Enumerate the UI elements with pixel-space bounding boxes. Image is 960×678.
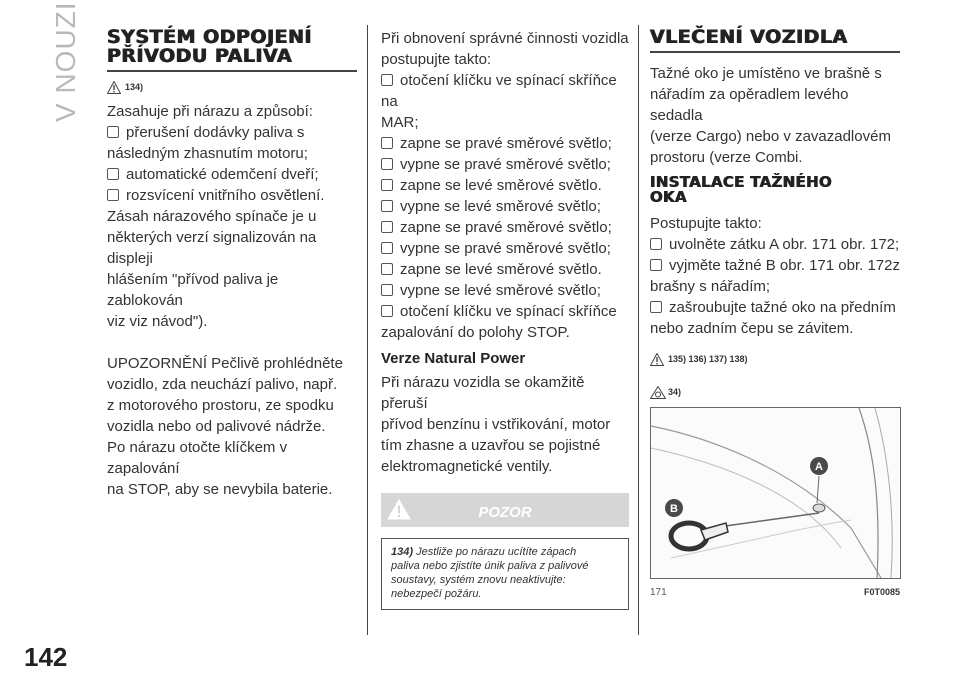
step-item: vypne se levé směrové světlo; [381, 280, 629, 301]
step-item: vyjměte tažné B obr. 171 obr. 172z [650, 255, 900, 276]
figure-code: F0T0085 [863, 587, 900, 597]
tow-eye-illustration [651, 408, 900, 578]
warning-triangle-icon [650, 353, 664, 366]
bullet-box-icon [650, 238, 662, 250]
paragraph-line: Při obnovení správné činnosti vozidla [381, 30, 629, 47]
warning-ref: 134) [107, 77, 357, 98]
warning-triangle-icon [107, 81, 121, 94]
bullet-item: přerušení dodávky paliva s [107, 122, 357, 143]
heading-fuel-cutoff: SYSTÉM ODPOJENÍ PŘÍVODU PALIVA [107, 26, 313, 67]
bullet-box-icon [381, 284, 393, 296]
heading-underline [107, 70, 357, 72]
column-towing [650, 28, 900, 603]
step-item: uvolněte zátku A obr. 171 obr. 172; [650, 234, 900, 255]
step-item: otočení klíčku ve spínací skříňce na [381, 72, 617, 110]
step-item: vypne se levé směrové světlo; [381, 196, 629, 217]
warning-note-line: soustavy, systém znovu neaktivujte: [391, 574, 566, 586]
paragraph-line: postupujte takto: [381, 51, 492, 68]
column-divider-2 [638, 25, 639, 635]
bullet-item: rozsvícení vnitřního osvětlení. [107, 185, 357, 206]
bullet-box-icon [650, 301, 662, 313]
bullet-box-icon [381, 74, 393, 86]
bullet-box-icon [381, 305, 393, 317]
paragraph-line: (verze Cargo) nebo v zavazadlovém [650, 128, 891, 145]
step-item: zašroubujte tažné oko na předním [650, 297, 900, 318]
tow-plug-cap [813, 504, 825, 512]
warning-note-line: paliva nebo zjistíte únik paliva z palivové [391, 560, 589, 572]
paragraph-line: nářadím za opěradlem levého sedadla [650, 86, 849, 124]
warning-note-box: 134) Jestliže po nárazu ucítíte zápach paliva nebo zjistíte únik paliva z palivové soustavy, systém znovu neaktivujte: nebezpečí požáru. [381, 538, 629, 610]
column-restore [381, 28, 629, 610]
step-item: zapne se pravé směrové světlo; [381, 217, 629, 238]
paragraph-line: viz viz návod"). [107, 313, 208, 330]
section-side-title: V NOUZI [50, 1, 81, 122]
step-item-cont: nebo zadním čepu se závitem. [650, 320, 854, 337]
marker-b-label: B [670, 503, 678, 515]
column-divider-1 [367, 25, 368, 635]
paragraph-line: vozidlo, zda neuchází palivo, např. [107, 376, 338, 393]
paragraph-line: Tažné oko je umístěno ve brašně s [650, 65, 882, 82]
subheading-natural-power: Verze Natural Power [381, 350, 526, 367]
bullet-box-icon [381, 179, 393, 191]
step-item: zapne se levé směrové světlo. [381, 175, 629, 196]
step-item: zapne se levé směrové světlo. [381, 259, 629, 280]
step-item-cont: zapalování do polohy STOP. [381, 324, 570, 341]
bullet-box-icon [381, 137, 393, 149]
bullet-box-icon [381, 242, 393, 254]
paragraph-line: přívod benzínu i vstřikování, motor [381, 416, 611, 433]
bullet-item: automatické odemčení dveří; [107, 164, 357, 185]
warning-note-number: 134) [391, 546, 414, 558]
paragraph-line: některých verzí signalizován na displeji [107, 229, 317, 267]
paragraph-line: Při nárazu vozidla se okamžitě přeruší [381, 374, 585, 412]
warning-note-line: nebezpečí požáru. [391, 588, 482, 600]
caution-triangle-icon [650, 386, 664, 399]
paragraph-line: Postupujte takto: [650, 215, 762, 232]
step-item-cont: MAR; [381, 114, 419, 131]
step-item: otočení klíčku ve spínací skříňce [381, 301, 629, 322]
paragraph-line: UPOZORNĚNÍ Pečlivě prohlédněte [107, 355, 343, 372]
page-number: 142 [24, 642, 68, 672]
figure-tow-eye [650, 407, 901, 579]
bullet-box-icon [107, 189, 119, 201]
figure-number: 171 [650, 587, 667, 598]
marker-a-label: A [815, 461, 823, 473]
step-item-cont: brašny s nářadím; [650, 278, 771, 295]
paragraph-line: Zásah nárazového spínače je u [107, 208, 317, 225]
intro-text: Zasahuje při nárazu a způsobí: [107, 103, 313, 120]
bullet-box-icon [381, 200, 393, 212]
column-fuel-cutoff [107, 28, 357, 500]
step-item: vypne se pravé směrové světlo; [381, 154, 629, 175]
paragraph-line: tím zhasne a uzavřou se pojistné [381, 437, 601, 454]
paragraph-line: hlášením "přívod paliva je zablokován [107, 271, 279, 309]
bullet-box-icon [381, 221, 393, 233]
step-item: zapne se pravé směrové světlo; [381, 133, 629, 154]
caution-ref: 34) [650, 382, 900, 403]
figure-caption [650, 582, 900, 603]
heading-towing: VLEČENÍ VOZIDLA [650, 26, 848, 48]
bullet-item-cont: následným zhasnutím motoru; [107, 145, 308, 162]
bullet-box-icon [650, 259, 662, 271]
subheading-tow-eye: INSTALACE TAŽNÉHO OKA [650, 173, 833, 206]
step-item: vypne se pravé směrové světlo; [381, 238, 629, 259]
paragraph-line: z motorového prostoru, ze spodku [107, 397, 334, 414]
bullet-box-icon [381, 263, 393, 275]
bullet-box-icon [107, 168, 119, 180]
paragraph-line: prostoru (verze Combi. [650, 149, 803, 166]
bullet-box-icon [107, 126, 119, 138]
paragraph-line: Po nárazu otočte klíčkem v zapalování [107, 439, 288, 477]
warning-banner [381, 493, 629, 527]
paragraph-line: elektromagnetické ventily. [381, 458, 553, 475]
paragraph-line: na STOP, aby se nevybila baterie. [107, 481, 333, 498]
paragraph-line: vozidla nebo od palivové nádrže. [107, 418, 326, 435]
bullet-box-icon [381, 158, 393, 170]
warning-title: POZOR [478, 504, 532, 521]
warning-ref: 135) 136) 137) 138) [650, 349, 900, 370]
